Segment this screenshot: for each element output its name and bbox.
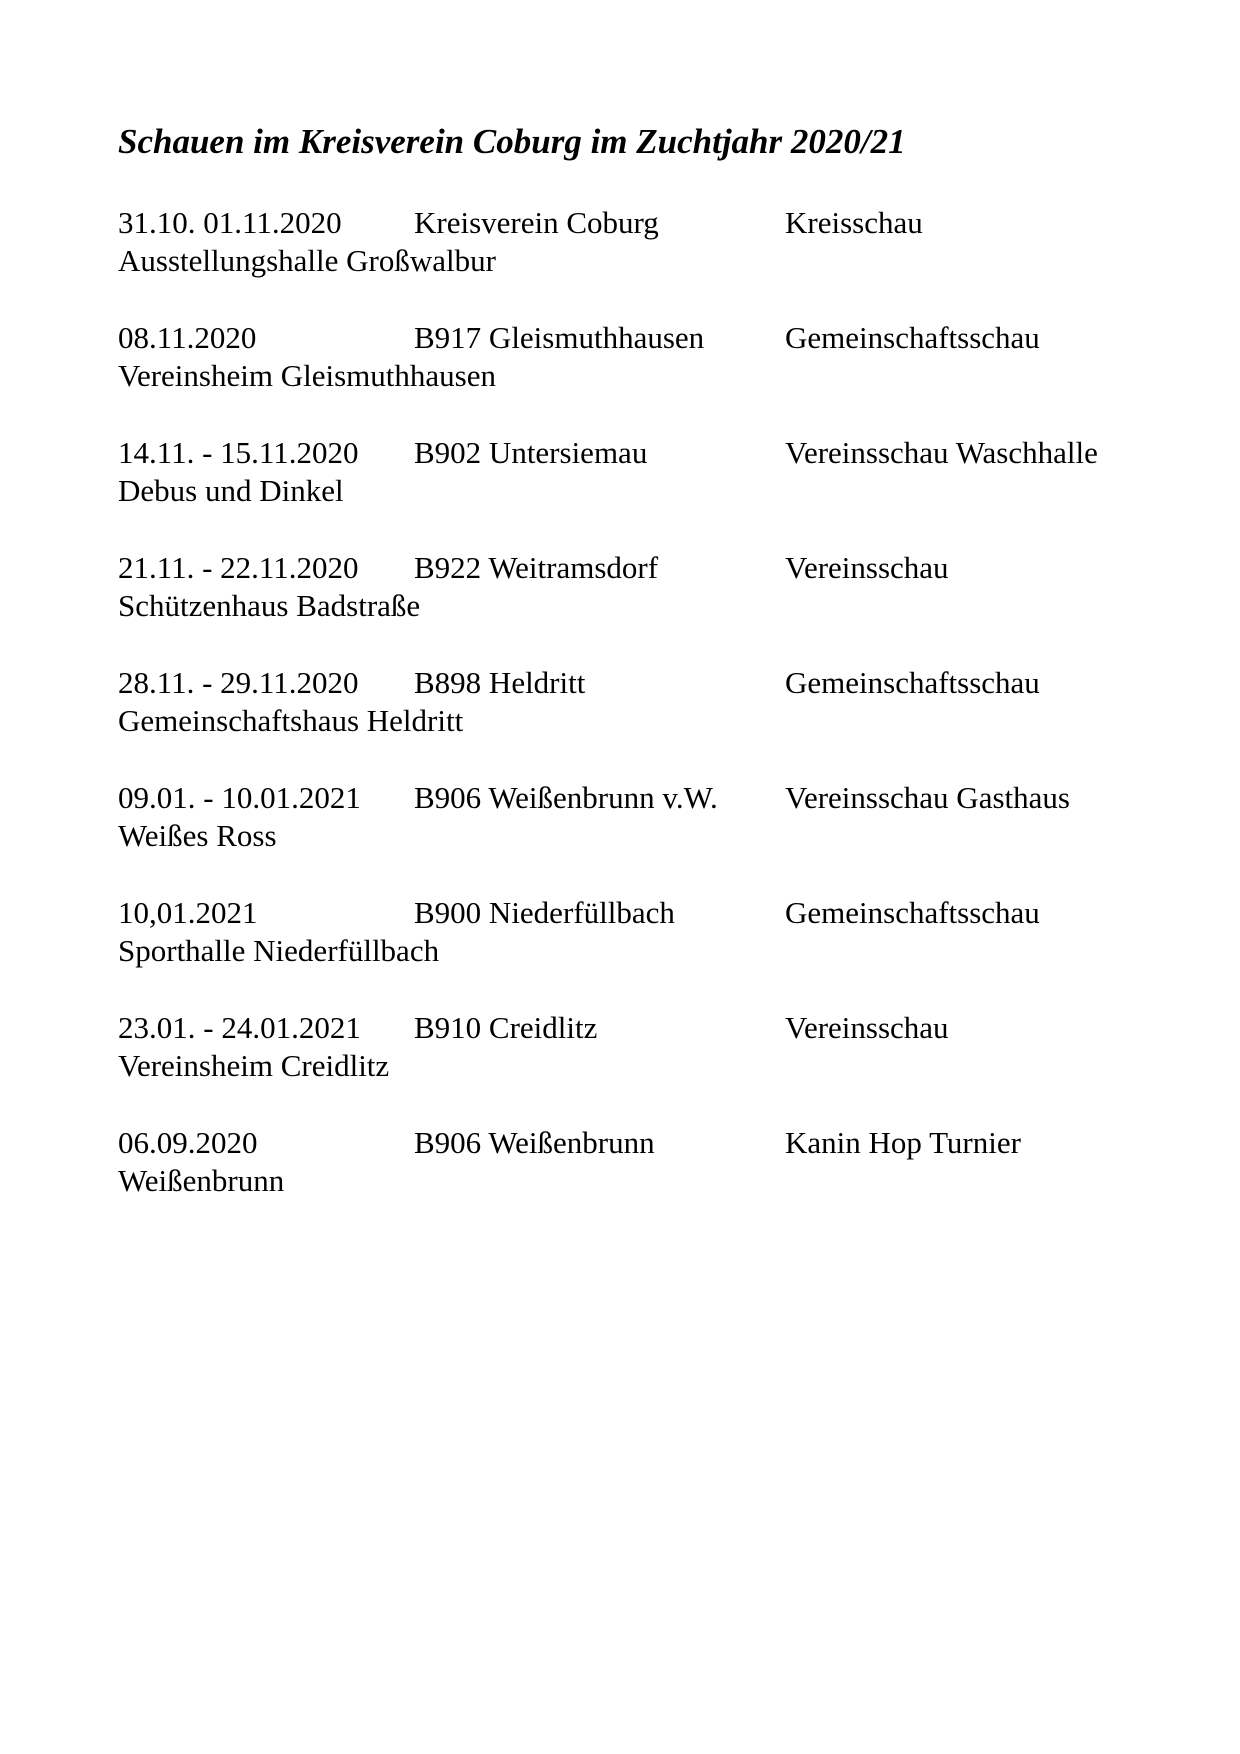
entry-date: 06.09.2020 (118, 1125, 258, 1160)
entry-club: B902 Untersiemau (414, 435, 648, 470)
entry-club: B922 Weitramsdorf (414, 550, 659, 585)
entry-date: 08.11.2020 (118, 320, 257, 355)
entry-venue: Schützenhaus Badstraße (118, 588, 421, 623)
entry-show-type: Kanin Hop Turnier (785, 1125, 1021, 1160)
entry-main-line (118, 664, 1178, 702)
entry-venue: Vereinsheim Creidlitz (118, 1048, 390, 1083)
schedule-entry (118, 434, 1178, 549)
entry-club: B917 Gleismuthhausen (414, 320, 705, 355)
entry-show-type: Vereinsschau Gasthaus (785, 780, 1070, 815)
entry-club: B900 Niederfüllbach (414, 895, 675, 930)
entry-club: B898 Heldritt (414, 665, 586, 700)
schedule-entry (118, 779, 1178, 894)
entry-date: 14.11. - 15.11.2020 (118, 435, 359, 470)
entry-show-type: Kreisschau (785, 205, 923, 240)
entry-venue: Weißenbrunn (118, 1163, 285, 1198)
schedule-entry (118, 894, 1178, 1009)
schedule-entry (118, 1124, 1178, 1239)
entry-show-type: Gemeinschaftsschau (785, 320, 1040, 355)
entry-venue: Sporthalle Niederfüllbach (118, 933, 440, 968)
entry-main-line (118, 1124, 1178, 1162)
entry-show-type: Vereinsschau (785, 550, 949, 585)
show-schedule (118, 204, 1178, 1239)
entry-date: 23.01. - 24.01.2021 (118, 1010, 361, 1045)
entry-club: B910 Creidlitz (414, 1010, 598, 1045)
entry-main-line (118, 434, 1178, 472)
schedule-entry (118, 1009, 1178, 1124)
entry-date: 21.11. - 22.11.2020 (118, 550, 359, 585)
entry-venue: Weißes Ross (118, 818, 277, 853)
document-title: Schauen im Kreisverein Coburg im Zuchtjahr 2020/21 (118, 122, 906, 161)
entry-main-line (118, 779, 1178, 817)
entry-venue: Gemeinschaftshaus Heldritt (118, 703, 464, 738)
schedule-entry (118, 549, 1178, 664)
entry-main-line (118, 894, 1178, 932)
entry-venue: Vereinsheim Gleismuthhausen (118, 358, 496, 393)
entry-date: 10,01.2021 (118, 895, 258, 930)
entry-main-line (118, 549, 1178, 587)
schedule-entry (118, 319, 1178, 434)
entry-date: 28.11. - 29.11.2020 (118, 665, 359, 700)
entry-show-type: Gemeinschaftsschau (785, 895, 1040, 930)
entry-club: B906 Weißenbrunn v.W. (414, 780, 718, 815)
entry-club: B906 Weißenbrunn (414, 1125, 655, 1160)
entry-venue: Ausstellungshalle Großwalbur (118, 243, 496, 278)
entry-date: 31.10. 01.11.2020 (118, 205, 342, 240)
entry-main-line (118, 319, 1178, 357)
entry-date: 09.01. - 10.01.2021 (118, 780, 361, 815)
schedule-entry (118, 204, 1178, 319)
entry-main-line (118, 1009, 1178, 1047)
entry-show-type: Gemeinschaftsschau (785, 665, 1040, 700)
entry-show-type: Vereinsschau (785, 1010, 949, 1045)
entry-show-type: Vereinsschau Waschhalle (785, 435, 1098, 470)
entry-club: Kreisverein Coburg (414, 205, 659, 240)
entry-main-line (118, 204, 1178, 242)
entry-venue: Debus und Dinkel (118, 473, 344, 508)
schedule-entry (118, 664, 1178, 779)
